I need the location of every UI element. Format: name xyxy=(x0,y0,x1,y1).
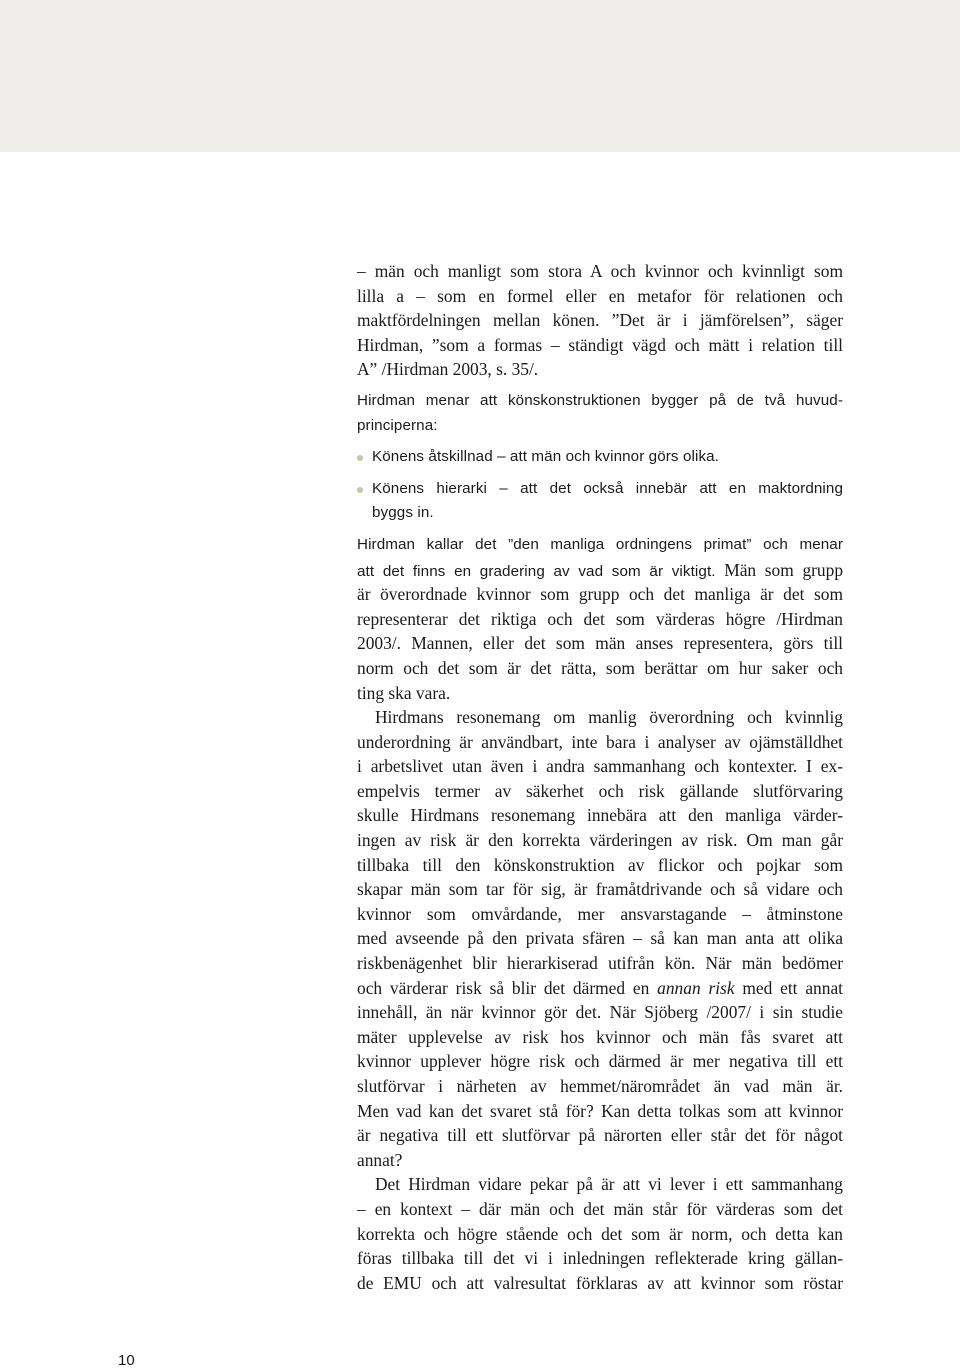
text-line: annat? xyxy=(357,1149,403,1170)
paragraph-gap xyxy=(357,470,843,477)
list-item xyxy=(357,477,843,502)
text-line: innehåll, än när kvinnor gör det. När Sjöberg /2007/ i sin studie xyxy=(357,1002,843,1023)
text-line: korrekta och högre stående och det som är norm, och detta kan xyxy=(357,1223,843,1244)
text-line: maktfördelningen mellan könen. ”Det är i jämförelsen”, säger xyxy=(357,310,843,331)
emphasis-text: annan risk xyxy=(657,977,735,998)
text-line: norm och det som är det rätta, som berättar om hur saker och xyxy=(357,657,843,678)
text-line: skulle Hirdmans resonemang innebära att den manliga värder- xyxy=(357,805,843,826)
text-segment: att det finns en gradering av vad som är viktigt. xyxy=(357,562,716,580)
bullet-list xyxy=(357,445,843,526)
paragraph-gap xyxy=(357,382,843,389)
text-line: empelvis termer av säkerhet och risk gällande slutförvaring xyxy=(357,780,843,801)
text-line: Det Hirdman vidare pekar på är att vi lever i ett sammanhang xyxy=(375,1174,843,1195)
text-line: är negativa till ett slutförvar på närorten eller står det för något xyxy=(357,1125,843,1146)
text-line: Hirdman kallar det ”den manliga ordningens primat” och menar xyxy=(357,535,843,553)
text-line: mäter upplevelse av risk hos kvinnor och män fås svaret att xyxy=(357,1026,843,1047)
text-line: med avseende på den privata sfären – så kan man anta att olika xyxy=(357,928,843,949)
text-line: kvinnor upplever högre risk och därmed är mer negativa till ett xyxy=(357,1051,843,1072)
text-line: Men vad kan det svaret stå för? Kan detta tolkas som att kvinnor xyxy=(357,1100,843,1121)
list-item-text: Könens åtskillnad – att män och kvinnor görs olika. xyxy=(372,448,720,466)
text-line: de EMU och att valresultat förklaras av att kvinnor som röstar xyxy=(357,1272,843,1293)
text-line: riskbenägenhet blir hierarkiserad utifrån kön. När män bedömer xyxy=(357,953,843,974)
list-item-text: byggs in. xyxy=(372,504,434,522)
text-line: föras tillbaka till det vi i inledningen reflekterade kring gällan- xyxy=(357,1248,843,1269)
paragraph-5 xyxy=(357,1172,843,1295)
text-line: i arbetslivet utan även i andra sammanhang och kontexter. I ex- xyxy=(357,756,843,777)
text-line: – en kontext – där män och det män står för värderas som det xyxy=(357,1198,843,1219)
text-line: principerna: xyxy=(357,416,438,434)
text-line: – män och manligt som stora A och kvinnor och kvinnligt som xyxy=(357,261,843,281)
bullet-icon xyxy=(357,455,363,461)
text-line: A” /Hirdman 2003, s. 35/. xyxy=(357,359,539,380)
text-line: lilla a – som en formel eller en metafor för relationen och xyxy=(357,285,843,306)
text-line xyxy=(357,558,843,583)
top-banner xyxy=(0,0,960,152)
text-segment: med ett annat xyxy=(734,977,843,998)
text-line: skapar män som tar för sig, är framåtdrivande och så vidare och xyxy=(357,879,843,900)
text-line: tillbaka till den könskonstruktion av flickor och pojkar som xyxy=(357,854,843,875)
text-line xyxy=(357,976,843,1001)
text-segment: och värderar risk så blir det därmed en xyxy=(357,977,658,998)
text-line: Hirdman, ”som a formas – ständigt vägd och mätt i relation till xyxy=(357,334,843,355)
paragraph-3 xyxy=(357,533,843,705)
text-line: kvinnor som omvårdande, mer ansvarstagande – åtminstone xyxy=(357,903,843,924)
text-line: representerar det riktiga och det som värderas högre /Hirdman xyxy=(357,608,843,629)
text-line: 2003/. Mannen, eller det som män anses representera, görs till xyxy=(357,633,843,654)
paragraph-2 xyxy=(357,389,843,438)
text-line: slutförvar i närheten av hemmet/närområdet än vad män är. xyxy=(357,1076,843,1096)
bullet-icon xyxy=(357,487,363,493)
text-line: ingen av risk är den korrekta värderingen av risk. Om man går xyxy=(357,830,843,851)
list-item-text: Könens hierarki – att det också innebär att en maktordning xyxy=(372,479,843,497)
text-line: underordning är användbart, inte bara i analyser av ojämställdhet xyxy=(357,731,843,752)
paragraph-4 xyxy=(357,705,843,1172)
text-line: Hirdmans resonemang om manlig överordning och kvinnlig xyxy=(375,707,843,728)
paragraph-1 xyxy=(357,259,843,382)
body-text xyxy=(357,259,843,1295)
paragraph-gap xyxy=(357,526,843,533)
text-line: ting ska vara. xyxy=(357,682,451,703)
text-line: är överordnade kvinnor som grupp och det manliga är det som xyxy=(357,584,843,605)
text-line: Hirdman menar att könskonstruktionen bygger på de två huvud- xyxy=(357,391,843,409)
page-number: 10 xyxy=(118,1352,135,1369)
list-item xyxy=(357,445,843,470)
paragraph-gap xyxy=(357,438,843,445)
text-segment: Män som grupp xyxy=(715,559,844,580)
